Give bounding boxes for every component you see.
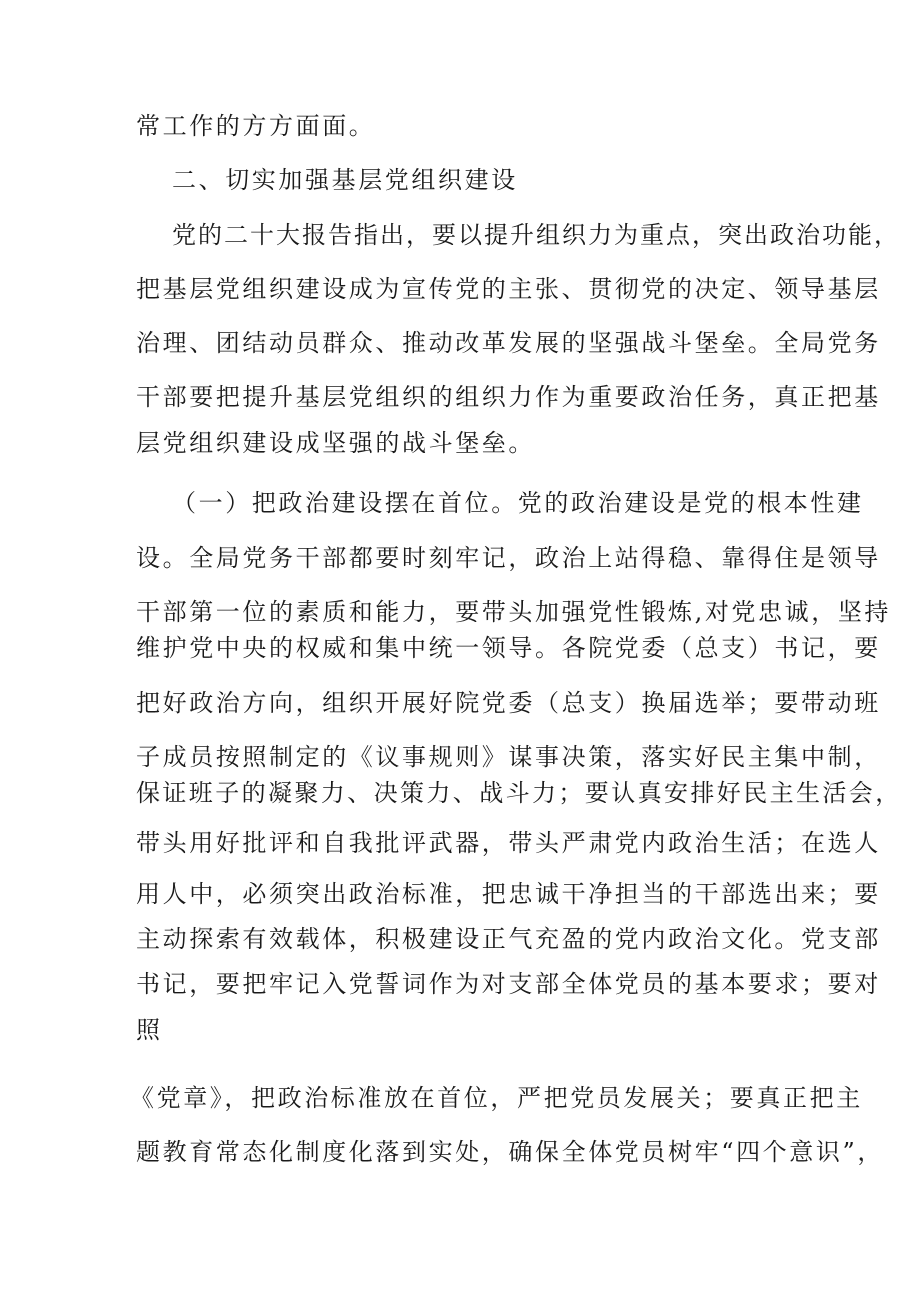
- text-line: 照: [136, 1016, 163, 1044]
- text-line: 把基层党组织建设成为宣传党的主张、贯彻党的决定、领导基层: [136, 275, 881, 303]
- text-line: 书记，要把牢记入党誓词作为对支部全体党员的基本要求；要对: [136, 970, 881, 998]
- text-line: 主动探索有效载体，积极建设正气充盈的党内政治文化。党支部: [136, 925, 881, 953]
- text-line: 维护党中央的权威和集中统一领导。各院党委（总支）书记，要: [136, 634, 881, 662]
- text-line: 用人中，必须突出政治标准，把忠诚干净担当的干部选出来；要: [136, 880, 881, 908]
- text-line: 设。全局党务干部都要时刻牢记，政治上站得稳、靠得住是领导: [136, 544, 881, 572]
- text-line: 《党章》，把政治标准放在首位，严把党员发展关；要真正把主: [130, 1084, 863, 1112]
- text-line: 题教育常态化制度化落到实处，确保全体党员树牢“四个意识”，: [136, 1138, 884, 1166]
- text-line: 带头用好批评和自我批评武器，带头严肃党内政治生活；在选人: [136, 829, 881, 857]
- text-line: 干部要把提升基层党组织的组织力作为重要政治任务，真正把基: [136, 383, 881, 411]
- text-line: 党的二十大报告指出，要以提升组织力为重点，突出政治功能，: [172, 221, 900, 249]
- text-line: 子成员按照制定的《议事规则》谋事决策，落实好民主集中制，: [136, 743, 881, 771]
- text-line: 层党组织建设成坚强的战斗堡垒。: [136, 429, 535, 457]
- subsection-heading: （一）把政治建设摆在首位。党的政治建设是党的根本性建: [172, 489, 864, 517]
- section-heading: 二、切实加强基层党组织建设: [172, 166, 518, 194]
- text-line: 保证班子的凝聚力、决策力、战斗力；要认真安排好民主生活会，: [136, 779, 902, 807]
- text-line: 把好政治方向，组织开展好院党委（总支）换届选举；要带动班: [136, 689, 881, 717]
- text-line: 常工作的方方面面。: [136, 112, 376, 140]
- text-line: 治理、团结动员群众、推动改革发展的坚强战斗堡垒。全局党务: [136, 329, 881, 357]
- text-line: 干部第一位的素质和能力，要带头加强党性锻炼,对党忠诚，坚持: [136, 598, 892, 626]
